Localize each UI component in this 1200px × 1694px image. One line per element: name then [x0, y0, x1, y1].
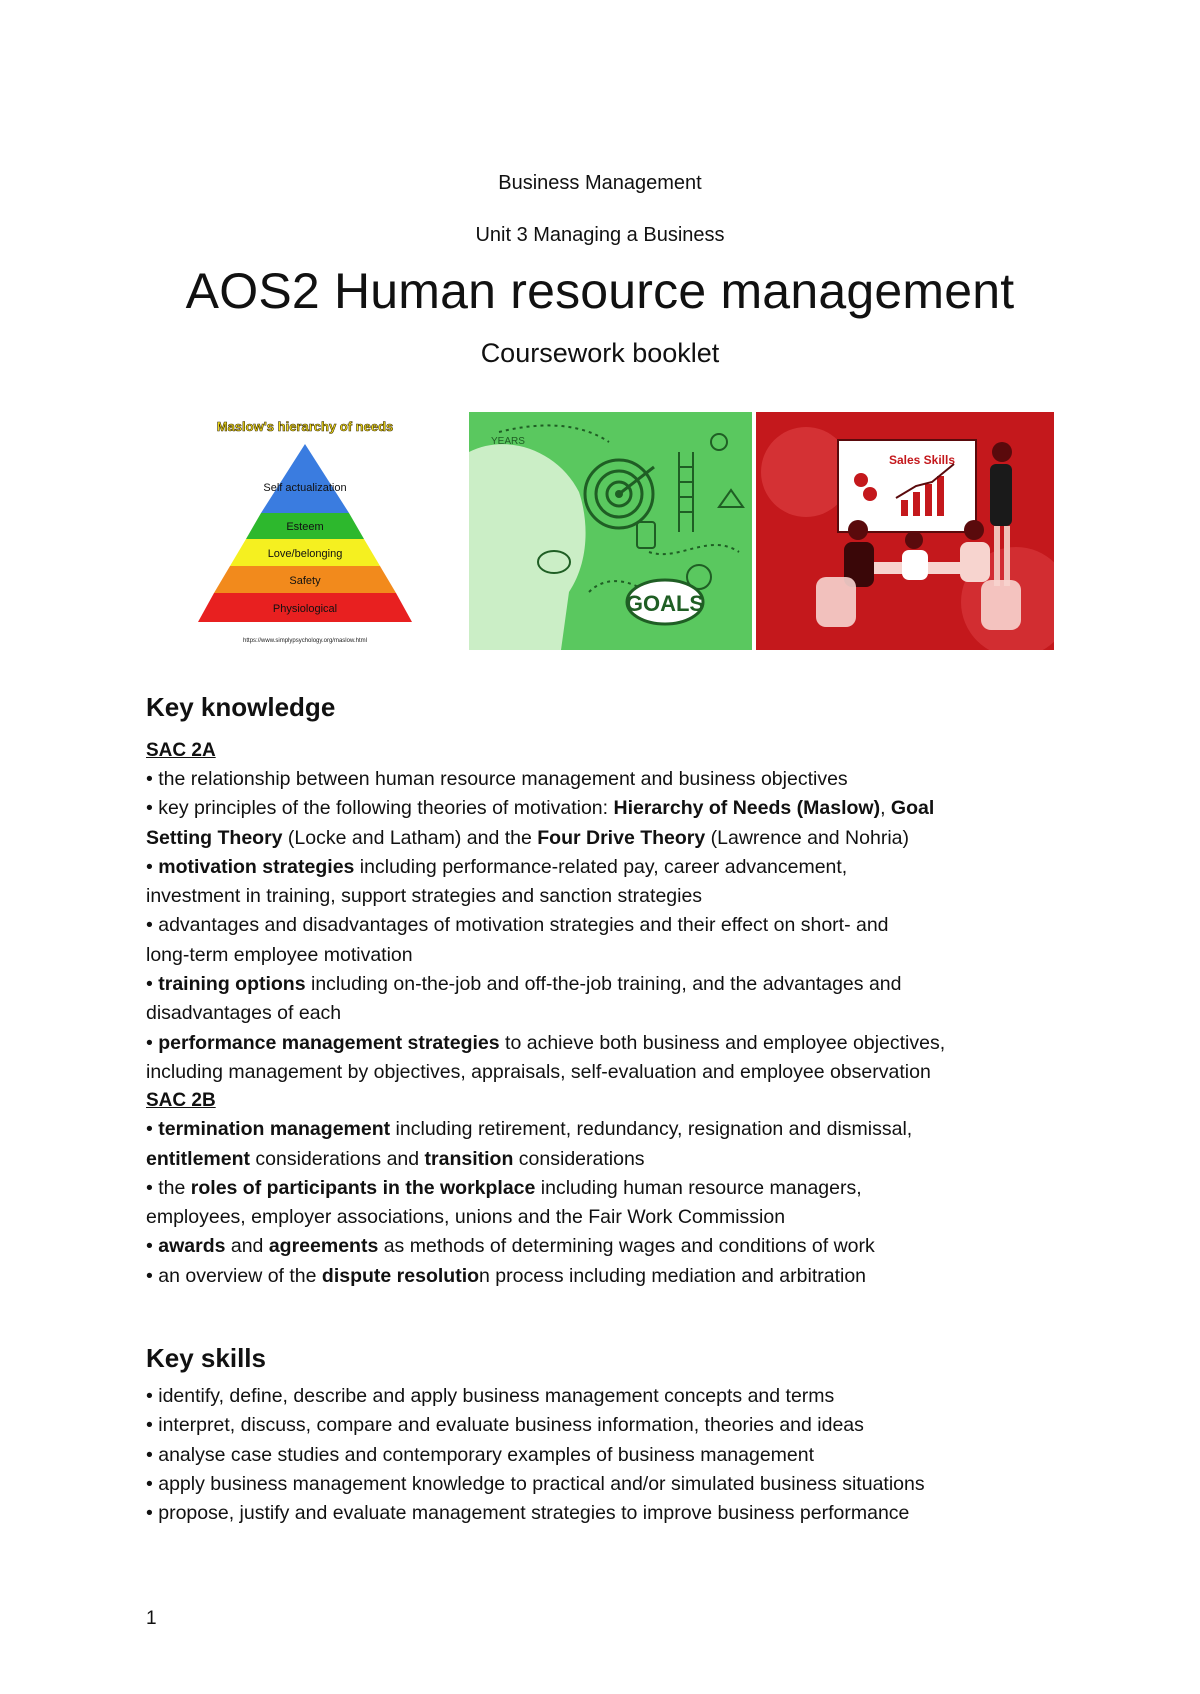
- text-span: • an overview of the: [146, 1264, 322, 1287]
- sac-2b-label: SAC 2B: [146, 1090, 216, 1112]
- knowledge-line: disadvantages of each: [146, 1002, 342, 1025]
- skill-item: • propose, justify and evaluate management strategies to improve business performance: [146, 1502, 910, 1525]
- text-span: considerations and: [250, 1147, 425, 1170]
- knowledge-line: • advantages and disadvantages of motivation strategies and their effect on short- and: [146, 914, 889, 937]
- knowledge-line: employees, employer associations, unions and the Fair Work Commission: [146, 1206, 786, 1229]
- bold-term: Setting Theory: [146, 826, 283, 849]
- bold-term: Goal: [890, 797, 935, 820]
- header-images: [160, 412, 1060, 652]
- knowledge-line: long-term employee motivation: [146, 943, 413, 966]
- key-skills-heading: Key skills: [146, 1343, 266, 1374]
- chair-right: [981, 580, 1021, 630]
- text-span: •: [146, 855, 159, 878]
- maslow-pyramid-image: [160, 412, 450, 650]
- text-span: and: [225, 1235, 269, 1258]
- text-span: • the: [146, 1176, 191, 1199]
- level-label-safety: Safety: [289, 575, 321, 587]
- text-span: to achieve both business and employee objectives,: [499, 1031, 946, 1054]
- bold-term: entitlement: [146, 1147, 251, 1170]
- text-span: (Lawrence and Nohria): [705, 826, 909, 849]
- sales-whiteboard: [838, 440, 976, 532]
- level-label-love: Love/belonging: [267, 548, 343, 560]
- text-span: •: [146, 1031, 159, 1054]
- subject-heading: Business Management: [498, 172, 702, 194]
- unit-heading: Unit 3 Managing a Business: [475, 224, 725, 246]
- page-title: AOS2 Human resource management: [185, 263, 1015, 319]
- knowledge-line: [146, 1232, 1076, 1261]
- knowledge-line: [146, 1174, 1076, 1203]
- level-label-self: Self actualization: [263, 482, 347, 494]
- goals-label: GOALS: [625, 591, 705, 616]
- skill-item: • identify, define, describe and apply business management concepts and terms: [146, 1385, 835, 1408]
- knowledge-line: including management by objectives, appraisals, self-evaluation and employee observation: [146, 1060, 931, 1083]
- bold-term: Four Drive Theory: [537, 826, 706, 849]
- knowledge-line: [146, 824, 1076, 853]
- sac-2a-label: SAC 2A: [146, 740, 216, 761]
- bold-term: termination management: [158, 1118, 391, 1141]
- bold-term: training options: [158, 973, 306, 996]
- page-subtitle: Coursework booklet: [480, 338, 720, 368]
- text-span: including on-the-job and off-the-job training, and the advantages and: [305, 973, 902, 996]
- text-span: as methods of determining wages and conditions of work: [378, 1235, 875, 1258]
- knowledge-line: • the relationship between human resource management and business objectives: [146, 768, 848, 790]
- bold-term: performance management strategies: [158, 1031, 500, 1054]
- text-span: •: [146, 1235, 159, 1258]
- text-span: ,: [880, 797, 891, 820]
- knowledge-line: [146, 794, 1076, 823]
- knowledge-line: [146, 853, 1076, 882]
- bold-term: transition: [424, 1147, 514, 1170]
- maslow-heading: Maslow's hierarchy of needs: [216, 419, 394, 434]
- bold-term: dispute resolutio: [321, 1264, 480, 1287]
- bold-term: awards: [158, 1235, 226, 1258]
- text-span: n process including mediation and arbitration: [479, 1264, 867, 1287]
- knowledge-line: [146, 1262, 1076, 1291]
- pyramid-level-self: [261, 444, 349, 513]
- goals-bubble: [626, 580, 704, 624]
- skill-item: • interpret, discuss, compare and evaluate business information, theories and ideas: [146, 1414, 864, 1437]
- key-knowledge-heading: Key knowledge: [146, 692, 336, 722]
- skill-item: • apply business management knowledge to practical and/or simulated business situations: [146, 1472, 925, 1495]
- text-span: considerations: [513, 1147, 645, 1170]
- sales-skills-image: [756, 412, 1054, 650]
- skill-item: • analyse case studies and contemporary examples of business management: [146, 1443, 815, 1466]
- bold-term: motivation strategies: [158, 855, 355, 878]
- bold-term: Hierarchy of Needs (Maslow): [613, 797, 881, 820]
- key-skills-list: [146, 1382, 1076, 1528]
- level-label-physiological: Physiological: [272, 603, 338, 615]
- bold-term: agreements: [268, 1235, 379, 1258]
- text-span: including human resource managers,: [535, 1176, 862, 1199]
- text-span: •: [146, 1118, 159, 1141]
- goals-illustration-image: [469, 412, 752, 650]
- bold-term: roles of participants in the workplace: [190, 1176, 536, 1199]
- sales-board-label: Sales Skills: [888, 453, 956, 467]
- text-span: • key principles of the following theories of motivation:: [146, 797, 614, 820]
- text-span: (Locke and Latham) and the: [282, 826, 538, 849]
- piggy-bank-icon: [538, 551, 570, 573]
- knowledge-line: [146, 1115, 1076, 1144]
- knowledge-line: [146, 970, 1076, 999]
- knowledge-line: investment in training, support strategies and sanction strategies: [146, 885, 703, 908]
- text-span: including retirement, redundancy, resignation and dismissal,: [390, 1118, 913, 1141]
- maslow-source-caption: https://www.simplypsychology.org/maslow.html: [243, 638, 367, 644]
- page-number: 1: [146, 1608, 157, 1629]
- chair-left: [816, 577, 856, 627]
- knowledge-line: [146, 1029, 1076, 1058]
- level-label-esteem: Esteem: [286, 521, 324, 533]
- years-label: YEARS: [491, 436, 525, 447]
- knowledge-line: [146, 1145, 1076, 1174]
- text-span: •: [146, 973, 159, 996]
- main-content: [146, 692, 1076, 1529]
- text-span: including performance-related pay, career advancement,: [354, 855, 848, 878]
